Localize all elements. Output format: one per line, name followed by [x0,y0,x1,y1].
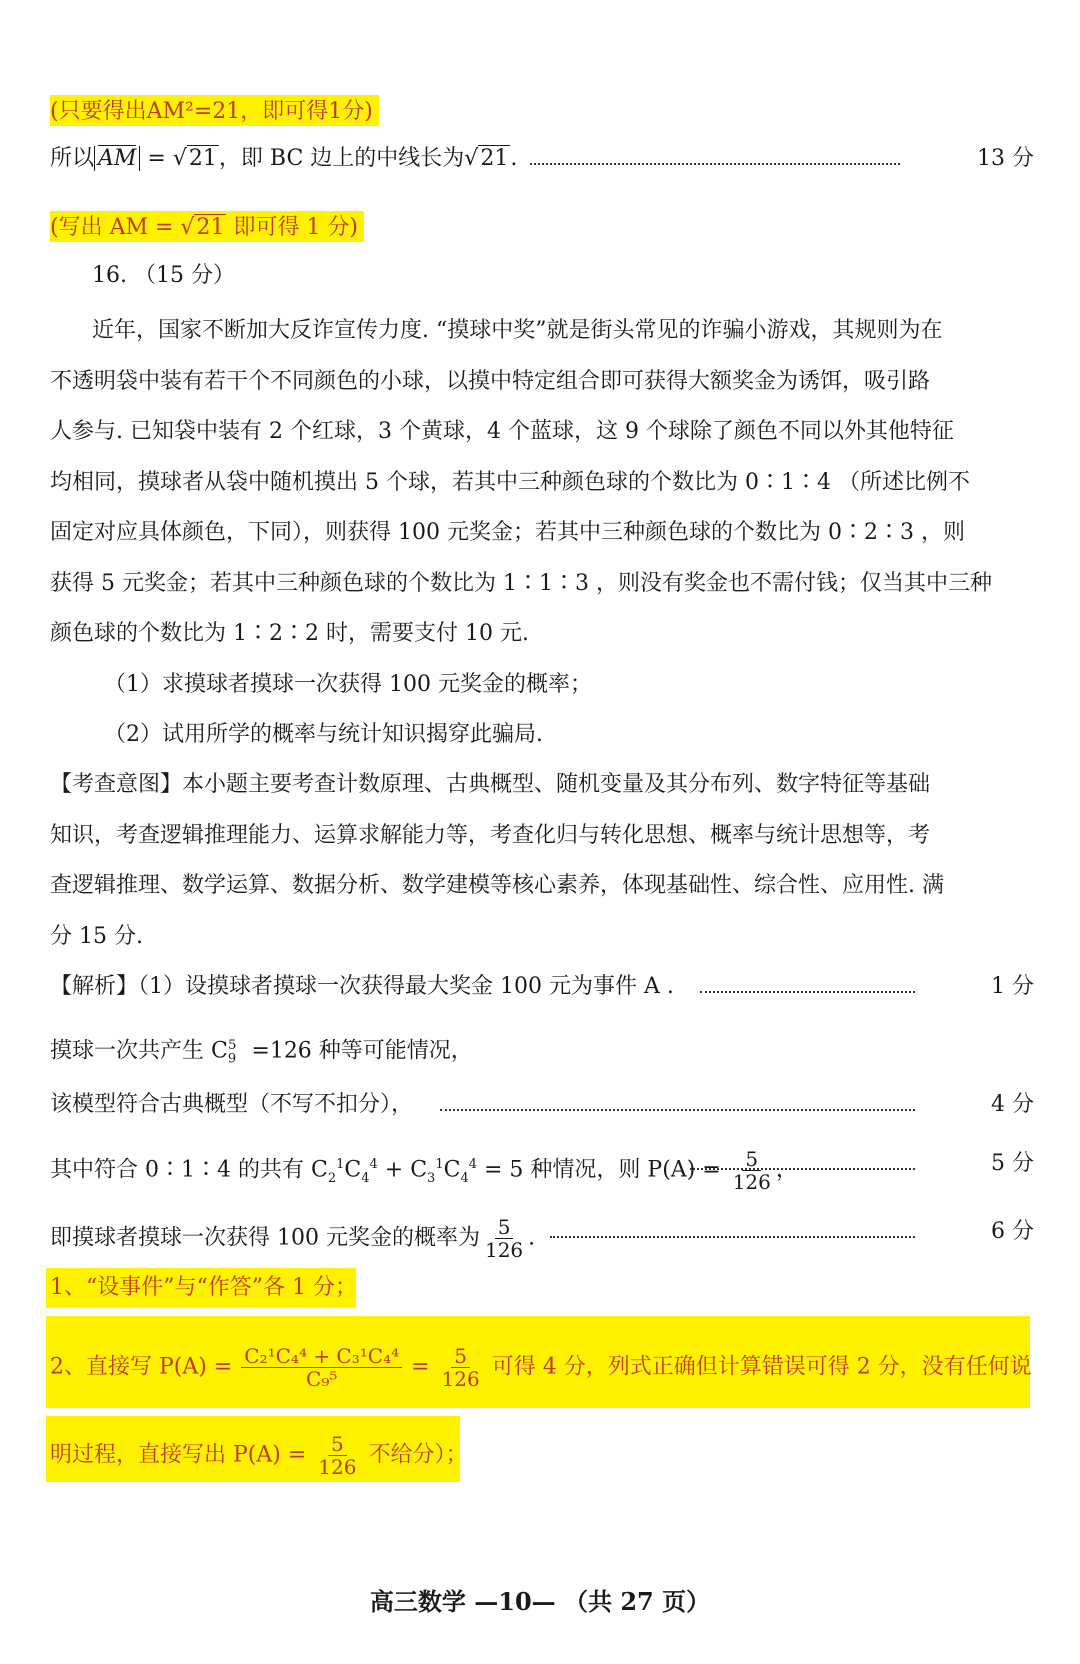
numerator: 5 [328,1433,347,1456]
leader-dots [700,991,915,993]
denominator: 126 [318,1455,357,1479]
question-line: 固定对应具体颜色，下同），则获得 100 元奖金；若其中三种颜色球的个数比为 0∶2∶3 ，则 [50,520,965,545]
solution-step-2 [50,1030,473,1076]
sqrt-21-end: √21 [464,146,509,171]
superscript: 1 [336,1157,345,1173]
subscript: 4 [361,1170,370,1186]
text: + C [377,1157,428,1183]
text: (写出 AM = [50,215,181,240]
text: =126 种等可能情况， [244,1038,473,1064]
text: C [344,1157,362,1183]
superscript: 4 [468,1157,478,1173]
leader-dots [690,1168,915,1170]
intent-line: 【考查意图】本小题主要考查计数原理、古典概型、随机变量及其分布列、数字特征等基础 [50,772,931,797]
vector-am [94,146,140,171]
radicand: 21 [480,146,509,171]
question-line: 均相同，摸球者从袋中随机摸出 5 个球，若其中三种颜色球的个数比为 0∶1∶4 （所述比例不 [50,470,970,495]
fraction-5-126 [315,1433,359,1478]
denominator: 126 [484,1238,524,1262]
text: 所以 [50,146,95,171]
fraction-5-126 [730,1148,774,1193]
leader-dots [440,1109,915,1111]
solution-step-3: 该模型符合古典概型（不写不扣分）， [50,1092,414,1117]
numerator: C₂¹C₄⁴ + C₃¹C₄⁴ [241,1345,402,1368]
text: 不给分）； [361,1442,468,1468]
radicand: 21 [188,146,217,171]
numerator: 5 [451,1345,470,1368]
subquestion-1: （1）求摸球者摸球一次获得 100 元奖金的概率； [104,672,592,697]
question-line: 近年，国家不断加大反诈宣传力度. “摸球中奖”就是街头常见的诈骗小游戏，其规则为在 [92,318,943,343]
fraction-5-126 [439,1345,483,1390]
denominator: 126 [732,1170,771,1194]
score-5: 5 分 [991,1151,1034,1176]
text: = [140,146,173,171]
question-line: 颜色球的个数比为 1∶2∶2 时，需要支付 10 元. [50,621,529,646]
marking-note-3 [50,1433,467,1478]
solution-step-4 [50,1148,798,1195]
sqrt-21: √21 [172,146,217,171]
text: 其中符合 0∶1∶4 的共有 C [50,1157,328,1183]
score-1: 1 分 [991,974,1034,999]
note-text [50,211,364,242]
note-am-squared [50,96,379,128]
subquestion-2: （2）试用所学的概率与统计知识揭穿此骗局. [104,722,543,747]
text: . [510,146,518,171]
marking-note-2 [50,1345,1032,1390]
text: 即可得 1 分) [226,215,359,240]
note-am-root [50,212,364,244]
superscript: 1 [435,1157,444,1173]
text: 明过程，直接写出 P(A) = [50,1442,314,1468]
solution-step-1: 【解析】（1）设摸球者摸球一次获得最大奖金 100 元为事件 A . [50,974,674,999]
subscript: 4 [460,1170,469,1186]
formula-fraction [241,1345,402,1390]
text: ， [775,1157,798,1183]
numerator: 5 [495,1216,514,1239]
radicand: 21 [196,215,225,240]
denominator: 126 [441,1367,480,1391]
intent-line: 查逻辑推理、数学运算、数据分析、数学建模等核心素养，体现基础性、综合性、应用性. 满 [50,873,944,898]
question-line: 获得 5 元奖金；若其中三种颜色球的个数比为 1∶1∶3 ，则没有奖金也不需付钱；仅当其中三种 [50,571,992,596]
question-line: 不透明袋中装有若干个不同颜色的小球，以摸中特定组合即可获得大额奖金为诱饵，吸引路 [50,369,931,394]
intent-line: 分 15 分. [50,924,143,949]
intent-line: 知识，考查逻辑推理能力、运算求解能力等，考查化归与转化思想、概率与统计思想等，考 [50,823,931,848]
page-footer: 高三数学 —10— （共 27 页） [369,1587,711,1616]
note-text: (只要得出AM²=21，即可得1分) [50,95,379,126]
marking-note-1: 1、“设事件”与“作答”各 1 分； [50,1275,357,1300]
score-6: 6 分 [991,1219,1034,1244]
text: 即摸球者摸球一次获得 100 元奖金的概率为 [50,1225,480,1251]
solution-step-5 [50,1216,535,1261]
subscript: 3 [427,1170,436,1186]
question-line: 人参与. 已知袋中装有 2 个红球，3 个黄球，4 个蓝球，这 9 个球除了颜色不同以外其他特征 [50,419,954,444]
question-header: 16. （15 分） [92,263,235,288]
numerator: 5 [742,1148,761,1171]
text: ，即 BC 边上的中线长为 [218,146,465,171]
denominator: C₉⁵ [306,1367,338,1391]
text: = [404,1354,437,1380]
score-4: 4 分 [991,1092,1034,1117]
text: 可得 4 分，列式正确但计算错误可得 2 分，没有任何说 [484,1354,1032,1380]
score-13: 13 分 [977,146,1034,171]
superscript: 5 [228,1038,237,1053]
leader-dots [530,163,900,165]
text: = 5 种情况，则 P(A) = [477,1157,728,1183]
sqrt-21: √21 [180,215,225,240]
median-length-line [50,143,517,175]
subscript: 9 [227,1051,237,1067]
subscript: 2 [327,1170,337,1186]
vector-label: AM [98,146,137,171]
leader-dots [550,1236,915,1238]
superscript: 4 [369,1157,378,1173]
text: 2、直接写 P(A) = [50,1354,240,1380]
fraction-5-126 [482,1216,526,1261]
text: 摸球一次共产生 C [50,1038,228,1064]
text: . [528,1225,536,1251]
combination [228,1030,245,1076]
text: C [443,1157,461,1183]
